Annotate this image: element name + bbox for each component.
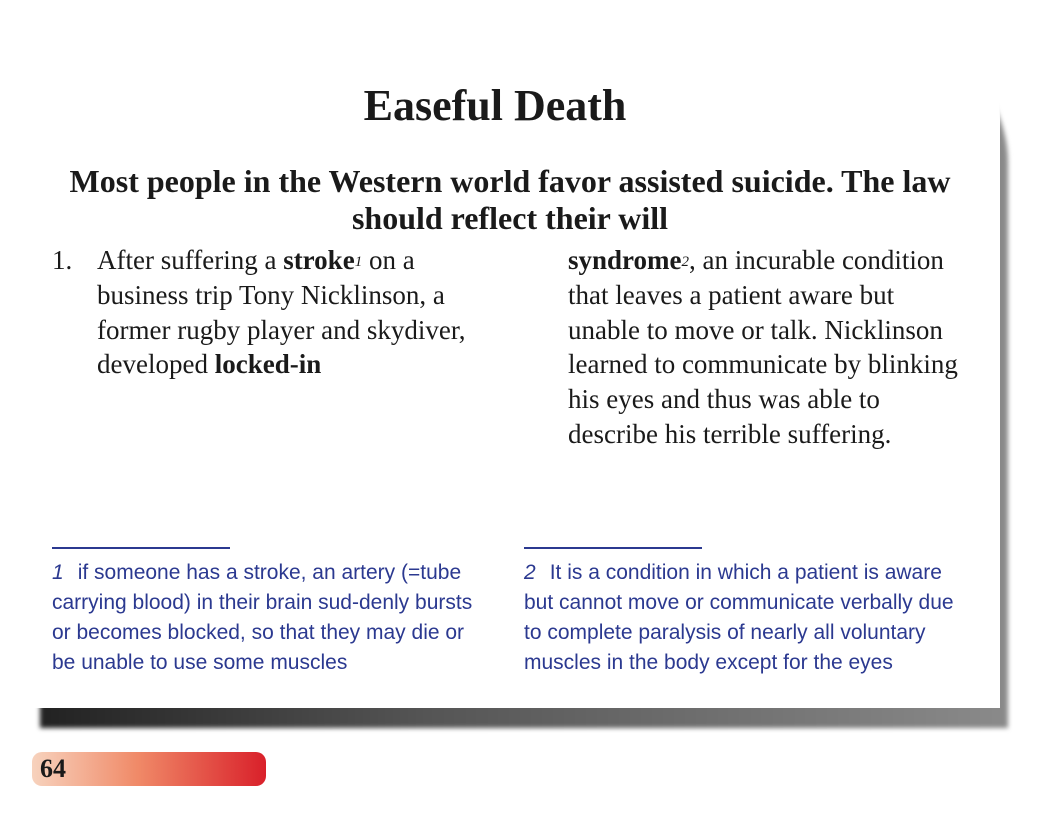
- footnote-text-2: It is a condition in which a patient is aware but cannot move or communicate verbally due to complete paralysis of nearly all voluntary muscles in the body except for the eyes: [524, 561, 954, 674]
- term-stroke: stroke: [283, 245, 355, 275]
- footnote-text-1: if someone has a stroke, an artery (=tube carrying blood) in their brain sud-denly bursts or becomes blocked, so that they may die or be unable to use some muscles: [52, 561, 473, 674]
- term-locked-in: locked-in: [214, 349, 322, 380]
- page-number: 64: [40, 754, 66, 783]
- page-number-bar: [32, 752, 266, 786]
- col2-text: , an incurable condition that leaves a patient aware but unable to move or talk. Nicklinson learned to communicate by blinking his eyes and thus was able to describe his terrible suffering.: [568, 245, 958, 449]
- footnote-1: [52, 558, 492, 678]
- footnote-ref-2: 2: [681, 254, 690, 270]
- col1-text-1: After suffering a: [97, 245, 284, 275]
- footnote-rule-2: [524, 547, 702, 549]
- footnote-number-1: 1: [52, 561, 64, 584]
- paragraph-number: 1.: [52, 245, 73, 275]
- term-syndrome: syndrome: [568, 245, 682, 275]
- paragraph-column-2: [568, 243, 968, 452]
- col1-text-2: on a business trip Tony Nicklinson, a former rugby player and skydiver, developed: [97, 245, 466, 380]
- footnote-number-2: 2: [524, 561, 536, 584]
- footnote-rule-1: [52, 547, 230, 549]
- paragraph-column-1: [97, 243, 497, 382]
- article-title: Easeful Death: [363, 81, 627, 130]
- footnote-2: [524, 558, 964, 678]
- footnote-ref-1: 1: [354, 254, 363, 270]
- article-subtitle: Most people in the Western world favor assisted suicide. The law should reflect their will: [69, 163, 951, 236]
